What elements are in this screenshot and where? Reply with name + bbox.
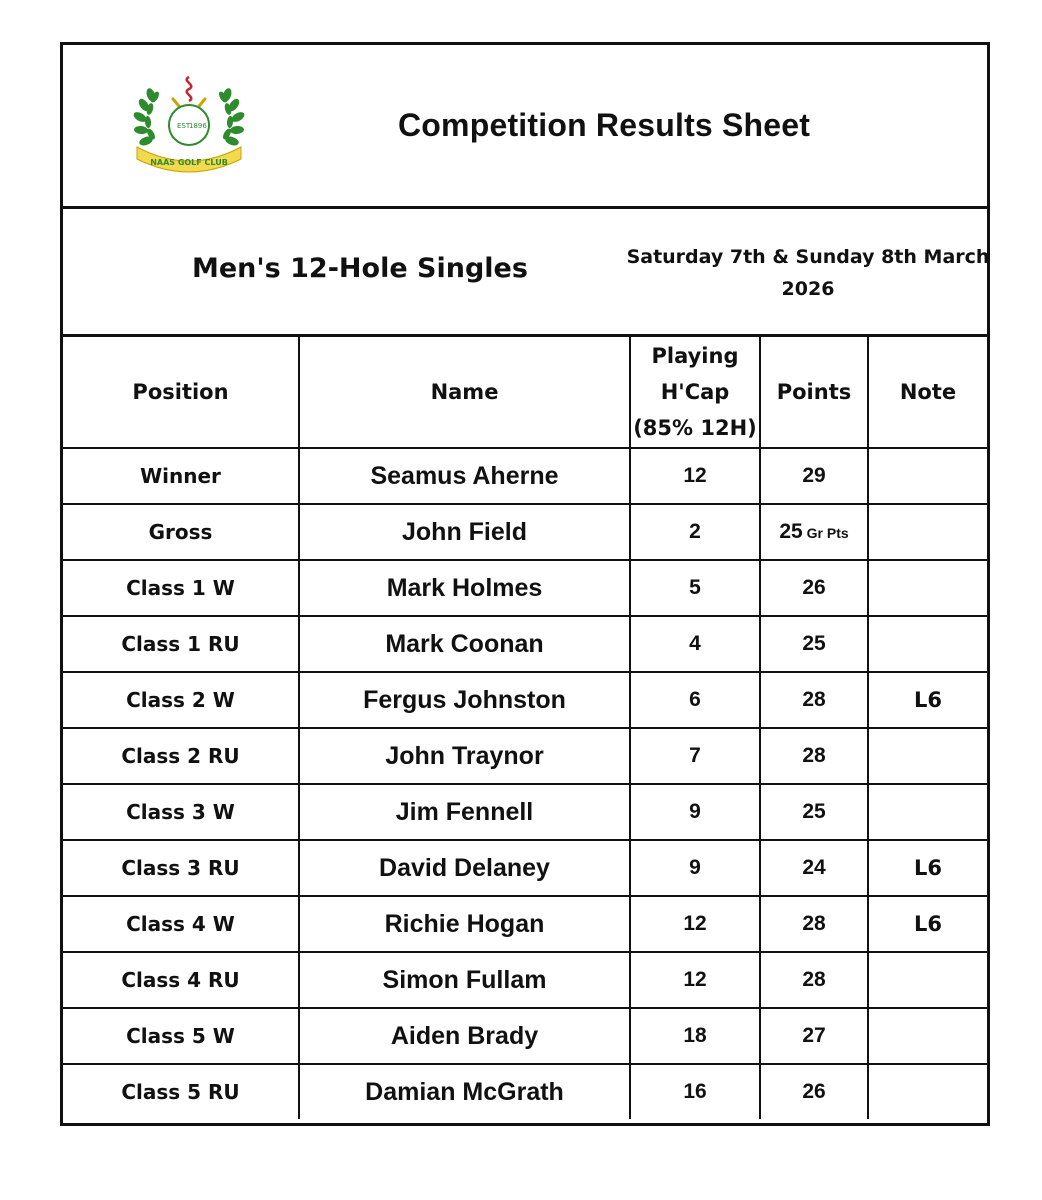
cell-name: Jim Fennell [299, 784, 630, 840]
cell-points [760, 784, 868, 840]
cell-points [760, 672, 868, 728]
cell-note: L6 [868, 840, 987, 896]
points-value: 25 [779, 520, 803, 543]
cell-hcap: 4 [630, 616, 760, 672]
cell-position: Class 1 RU [63, 616, 299, 672]
cell-name: Seamus Aherne [299, 448, 630, 504]
svg-text:1896: 1896 [189, 122, 207, 130]
competition-name: Men's 12-Hole Singles [192, 253, 528, 284]
cell-note: L6 [868, 896, 987, 952]
competition-info [63, 209, 990, 337]
serpent-icon [187, 77, 192, 101]
cell-position: Class 5 W [63, 1008, 299, 1064]
points-value: 27 [802, 1024, 826, 1047]
cell-name: John Traynor [299, 728, 630, 784]
cell-points [760, 504, 868, 560]
cell-position: Class 5 RU [63, 1064, 299, 1119]
cell-note [868, 504, 987, 560]
points-value: 29 [802, 464, 826, 487]
cell-note [868, 728, 987, 784]
competition-date-line1: Saturday 7th & Sunday 8th March [626, 246, 990, 268]
cell-note [868, 448, 987, 504]
cell-hcap: 12 [630, 896, 760, 952]
cell-name: Mark Holmes [299, 560, 630, 616]
cell-position: Gross [63, 504, 299, 560]
cell-hcap: 5 [630, 560, 760, 616]
cell-note [868, 1064, 987, 1119]
cell-name: David Delaney [299, 840, 630, 896]
cell-position: Class 2 RU [63, 728, 299, 784]
laurel-left-icon [132, 87, 161, 147]
cell-points [760, 952, 868, 1008]
table-row [63, 840, 987, 896]
cell-note: L6 [868, 672, 987, 728]
cell-note [868, 784, 987, 840]
column-header-name: Name [299, 337, 630, 448]
cell-position: Class 4 W [63, 896, 299, 952]
cell-hcap: 2 [630, 504, 760, 560]
results-sheet [60, 42, 990, 1126]
cell-points [760, 1064, 868, 1119]
points-value: 26 [802, 576, 826, 599]
column-header-position: Position [63, 337, 299, 448]
cell-hcap: 16 [630, 1064, 760, 1119]
svg-text:NAAS GOLF CLUB: NAAS GOLF CLUB [150, 158, 228, 167]
points-value: 26 [802, 1080, 826, 1103]
table-row [63, 952, 987, 1008]
cell-name: Damian McGrath [299, 1064, 630, 1119]
cell-note [868, 560, 987, 616]
points-value: 28 [802, 912, 826, 935]
cell-hcap: 12 [630, 952, 760, 1008]
cell-position: Class 3 RU [63, 840, 299, 896]
cell-position: Class 1 W [63, 560, 299, 616]
cell-points [760, 448, 868, 504]
sheet-title: Competition Results Sheet [398, 107, 811, 143]
column-header-playing-hcap [630, 337, 760, 448]
table-row [63, 728, 987, 784]
cell-note [868, 952, 987, 1008]
table-row [63, 784, 987, 840]
hcap-header-line1: Playing [651, 344, 739, 368]
cell-note [868, 1008, 987, 1064]
table-row [63, 616, 987, 672]
cell-points [760, 728, 868, 784]
cell-points [760, 1008, 868, 1064]
cell-points [760, 840, 868, 896]
cell-name: Mark Coonan [299, 616, 630, 672]
cell-points [760, 616, 868, 672]
table-row [63, 896, 987, 952]
cell-points [760, 560, 868, 616]
table-header-row [63, 337, 987, 448]
cell-note [868, 616, 987, 672]
club-crest-logo [129, 75, 249, 175]
cell-hcap: 7 [630, 728, 760, 784]
cell-name: Simon Fullam [299, 952, 630, 1008]
column-header-points: Points [760, 337, 868, 448]
points-value: 25 [802, 632, 826, 655]
cell-position: Winner [63, 448, 299, 504]
cell-position: Class 3 W [63, 784, 299, 840]
table-row [63, 448, 987, 504]
svg-text:EST: EST [177, 122, 191, 130]
cell-name: John Field [299, 504, 630, 560]
cell-hcap: 18 [630, 1008, 760, 1064]
competition-date [623, 241, 993, 305]
hcap-header-line3: (85% 12H) [633, 416, 757, 440]
laurel-right-icon [217, 87, 246, 147]
points-value: 24 [802, 856, 826, 879]
cell-name: Aiden Brady [299, 1008, 630, 1064]
points-suffix: Gr Pts [806, 525, 849, 541]
sheet-header [63, 45, 987, 209]
cell-position: Class 4 RU [63, 952, 299, 1008]
table-row [63, 1064, 987, 1119]
cell-position: Class 2 W [63, 672, 299, 728]
table-row [63, 1008, 987, 1064]
points-value: 28 [802, 968, 826, 991]
cell-name: Richie Hogan [299, 896, 630, 952]
cell-points [760, 896, 868, 952]
results-table [63, 337, 987, 1119]
points-value: 28 [802, 744, 826, 767]
table-row [63, 504, 987, 560]
cell-hcap: 12 [630, 448, 760, 504]
cell-hcap: 6 [630, 672, 760, 728]
points-value: 28 [802, 688, 826, 711]
points-value: 25 [802, 800, 826, 823]
table-row [63, 560, 987, 616]
cell-hcap: 9 [630, 840, 760, 896]
hcap-header-line2: H'Cap [660, 380, 730, 404]
table-row [63, 672, 987, 728]
column-header-note: Note [868, 337, 987, 448]
cell-name: Fergus Johnston [299, 672, 630, 728]
competition-date-line2: 2026 [781, 278, 835, 300]
cell-hcap: 9 [630, 784, 760, 840]
